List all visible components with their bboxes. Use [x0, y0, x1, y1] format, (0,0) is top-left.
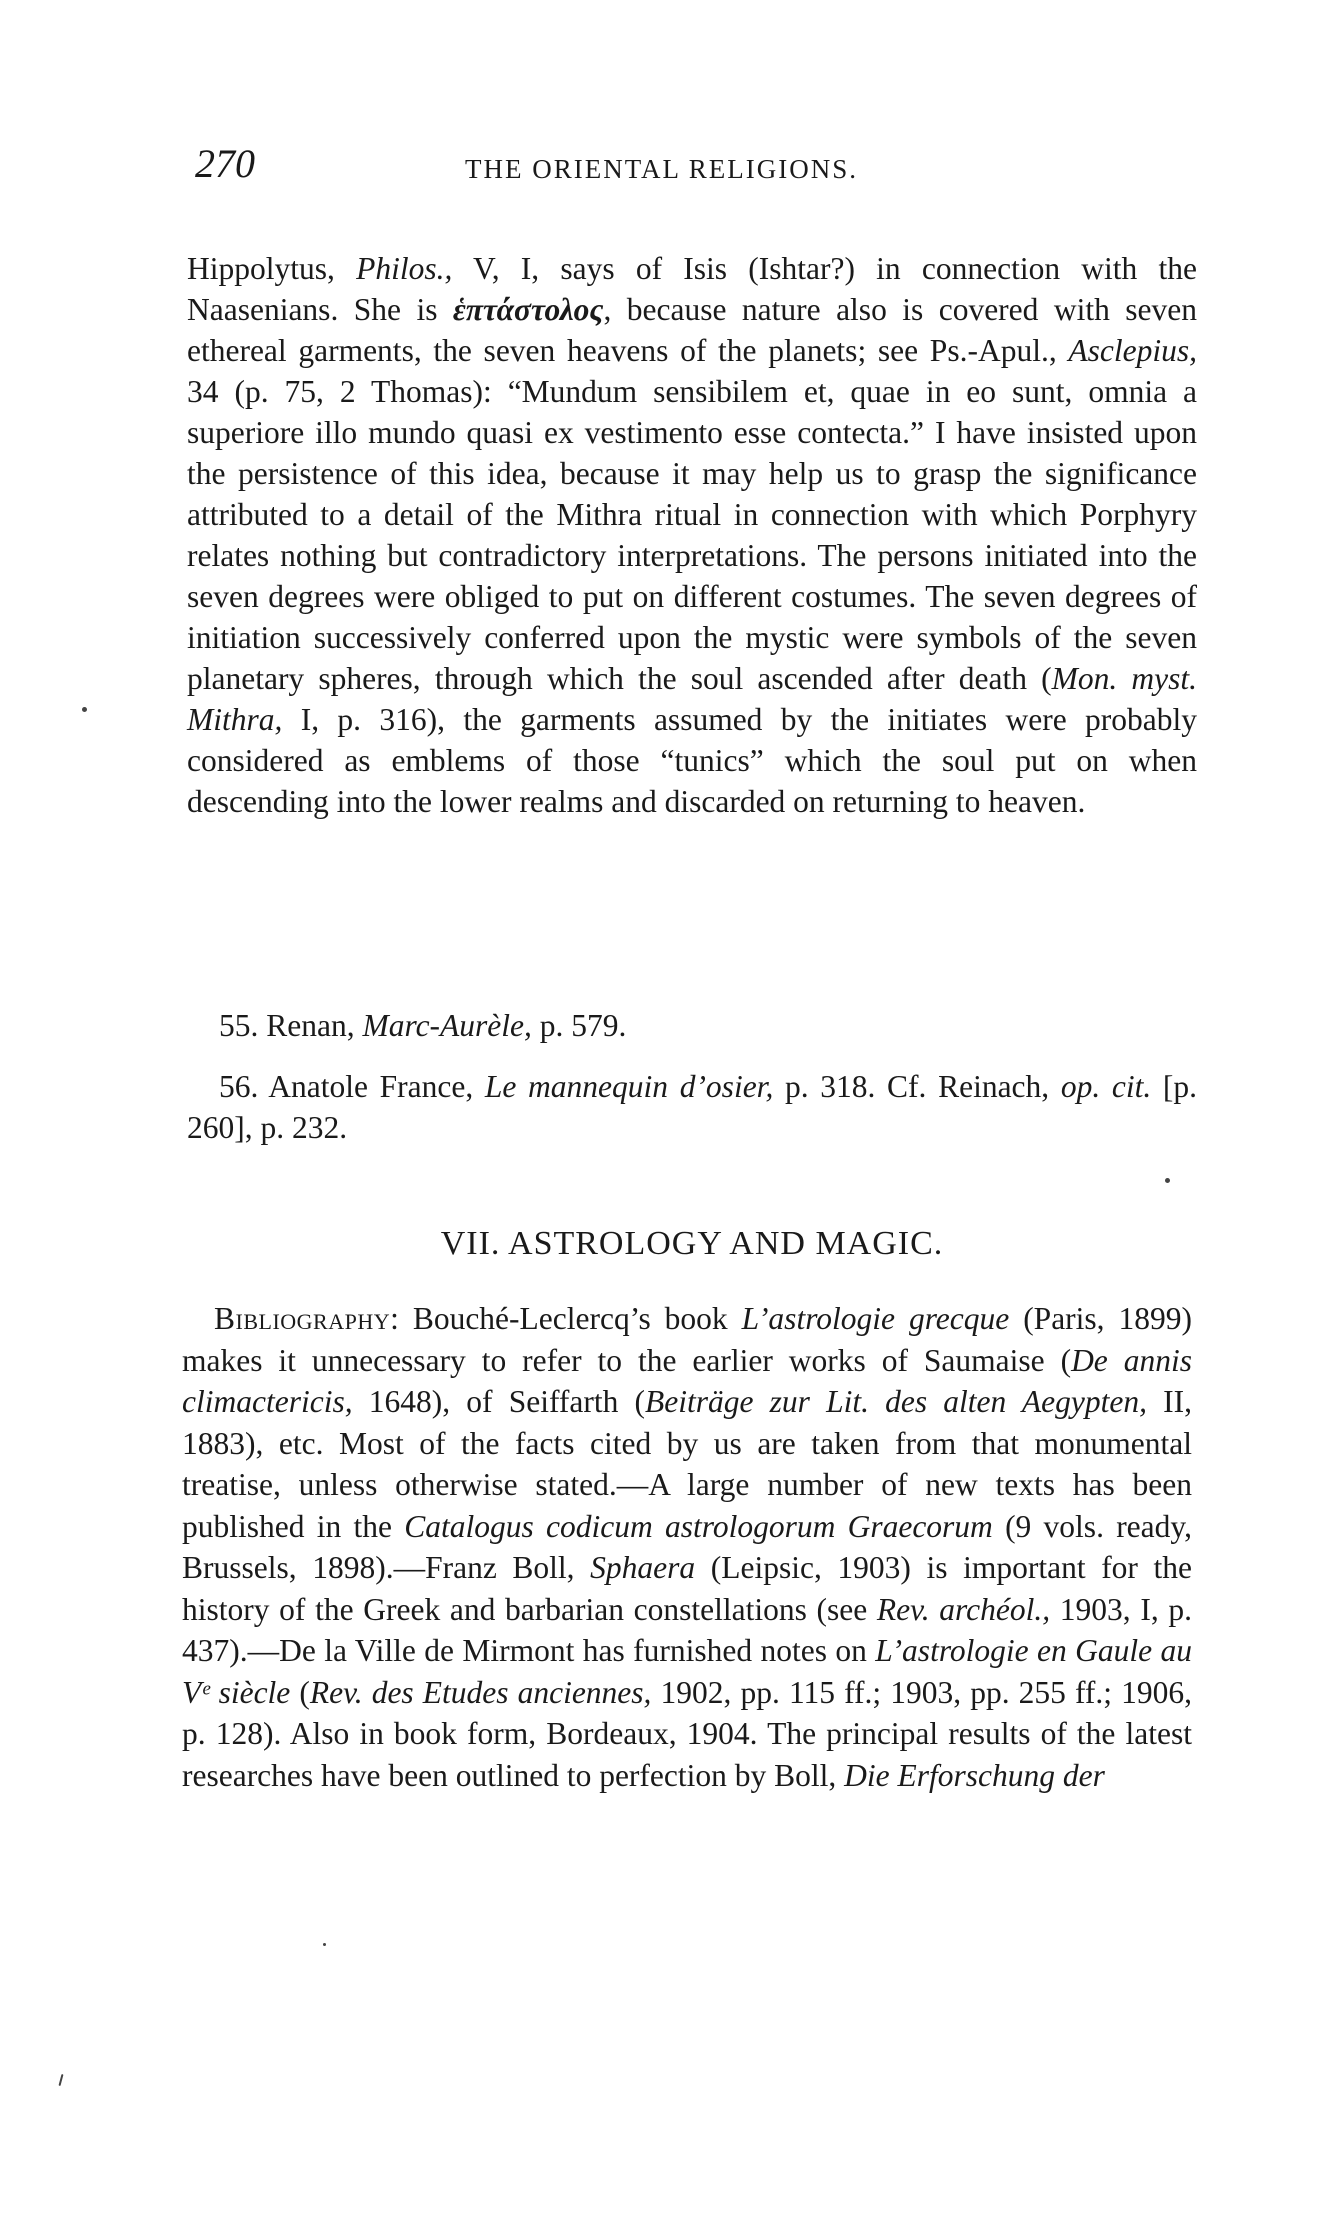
note-54-continuation: Hippolytus, Philos., V, I, says of Isis (Ishtar?) in connection with the Naasenians. She is ἑπτάστολος, because nature also is covered with seven ethereal garments, the seven heavens of the planets; see Ps.-Apul., Asclepius, 34 (p. 75, 2 Thomas): “Mundum sensibilem et, quae in eo sunt, omnia a superiore illo mundo quasi ex vestimento esse contecta.” I have insisted upon the persistence of this idea, because it may help us to grasp the significance attributed to a detail of the Mithra ritual in connection with which Porphyry relates nothing but contradictory interpretations. The persons initiated into the seven degrees were obliged to put on different costumes. The seven degrees of initiation successively conferred upon the mystic were symbols of the seven planetary spheres, through which the soul ascended after death (Mon. myst. Mithra, I, p. 316), the garments assumed by the initiates were probably considered as emblems of those “tunics” which the soul put on when descending into the lower realms and discarded on returning to heaven.: [187, 251, 1198, 819]
footnote-56: 56. Anatole France, Le mannequin d’osier, p. 318. Cf. Reinach, op. cit. [p. 260], p. 232.: [187, 1069, 1197, 1145]
ink-speck: [1165, 1178, 1170, 1183]
ink-speck: [82, 707, 87, 712]
bibliography-label: Bibliography: [214, 1301, 391, 1336]
page-header: [195, 140, 1195, 200]
ink-speck: [323, 1943, 326, 1946]
section-heading: VII. ASTROLOGY AND MAGIC.: [440, 1225, 944, 1262]
page-number: 270: [195, 141, 255, 186]
footnote-55: 55. Renan, Marc-Aurèle, p. 579.: [219, 1008, 627, 1043]
bibliography-paragraph: Bibliography: Bouché-Leclercq’s book L’astrologie grecque (Paris, 1899) makes it unnecessary to refer to the earlier works of Saumaise (De annis climactericis, 1648), of Seiffarth (Beiträge zur Lit. des alten Aegypten, II, 1883), etc. Most of the facts cited by us are taken from that monumental treatise, unless otherwise stated.—A large number of new texts has been published in the Catalogus codicum astrologorum Graecorum (9 vols. ready, Brussels, 1898).—Franz Boll, Sphaera (Leipsic, 1903) is important for the history of the Greek and barbarian constellations (see Rev. archéol., 1903, I, p. 437).—De la Ville de Mirmont has furnished notes on L’astrologie en Gaule au Vᵉ siècle (Rev. des Etudes anciennes, 1902, pp. 115 ff.; 1903, pp. 255 ff.; 1906, p. 128). Also in book form, Bordeaux, 1904. The principal results of the latest researches have been outlined to perfection by Boll, Die Erforschung der: [182, 1301, 1192, 1793]
ink-speck: [58, 2074, 63, 2086]
running-title: THE ORIENTAL RELIGIONS.: [465, 154, 859, 184]
